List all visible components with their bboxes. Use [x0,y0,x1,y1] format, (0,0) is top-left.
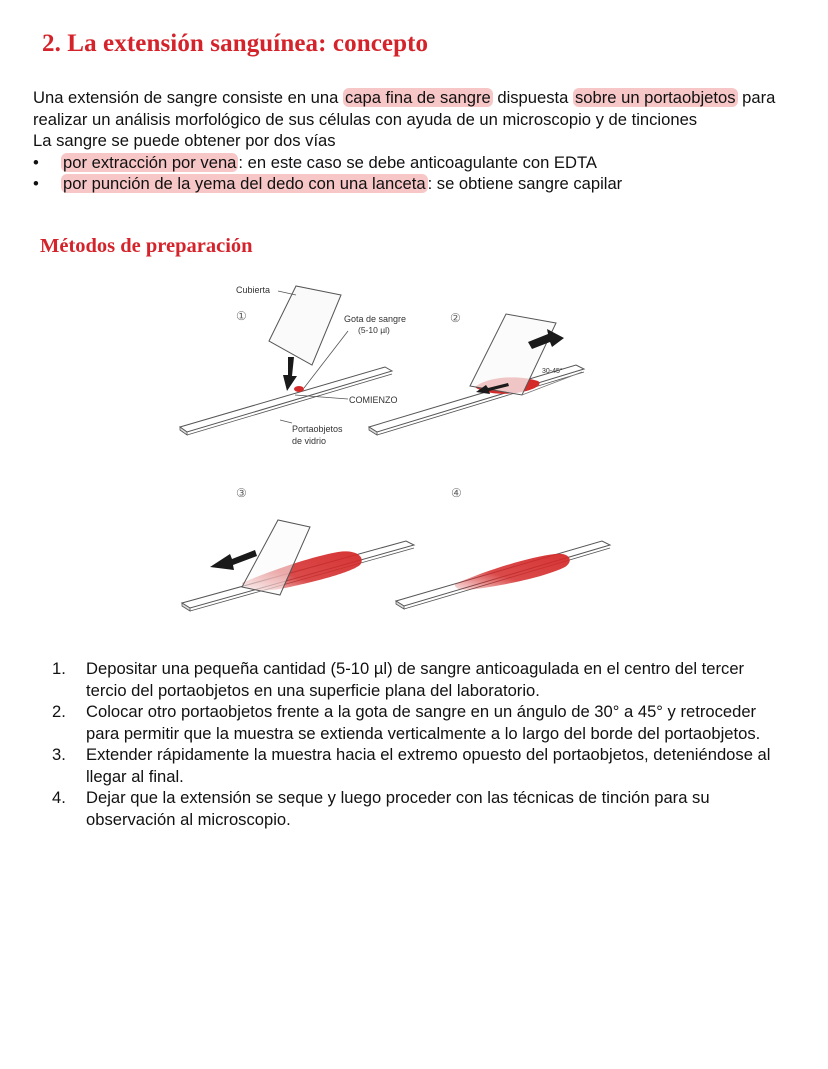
highlight-portaobjetos: sobre un portaobjetos [575,88,736,107]
step-number: 1. [52,659,66,678]
intro-text: Una extensión de sangre consiste en una [33,88,343,107]
label-cubierta: Cubierta [236,285,271,295]
step-number-3: ③ [236,486,247,500]
portaobjetos-leader [280,420,292,423]
bullet-text: : en este caso se debe anticoagulante con EDTA [238,152,597,172]
step-3-panel [182,486,414,611]
step-number: 3. [52,745,66,764]
step-number-1: ① [236,309,247,323]
bullet-highlight: por extracción por vena [63,152,237,172]
bullet-highlight: por punción de la yema del dedo con una lanceta [63,174,426,193]
spreader-slide [470,314,556,395]
preparation-steps [52,658,776,830]
step-item [52,658,776,701]
intro-text: dispuesta [492,88,573,107]
intro-text: para realizar un análisis morfológico de sus células con ayuda de un microscopio y de tinciones [33,88,776,129]
intro-line-2: La sangre se puede obtener por dos vías [33,131,336,150]
step-text: Dejar que la extensión se seque y luego proceder con las técnicas de tinción para su observación al microscopio. [86,788,710,829]
label-comienzo: COMIENZO [349,395,398,405]
blood-drop [294,386,304,392]
blood-smear [455,554,570,590]
down-arrow-icon [283,357,297,391]
label-angle: 30-45° [542,368,563,375]
step-number: 4. [52,788,66,807]
step-text: Colocar otro portaobjetos frente a la gota de sangre en un ángulo de 30° a 45° y retroceder para permitir que la muestra se extienda verticalmente a lo largo del borde del portaobjetos. [86,702,761,743]
label-de-vidrio: de vidrio [292,436,327,446]
bullet-list [33,152,803,195]
step-number-2: ② [450,311,461,325]
step-item [52,701,776,744]
label-gota-volumen: (5-10 µl) [358,325,390,335]
label-gota-sangre: Gota de sangre [344,314,407,324]
step-1-panel [180,285,406,446]
cover-slide [269,286,341,365]
bullet-text: : se obtiene sangre capilar [427,174,623,193]
smear-preparation-figure [170,275,620,625]
step-number-4: ④ [451,486,462,500]
step-number: 2. [52,702,66,721]
step-text: Extender rápidamente la muestra hacia el extremo opuesto del portaobjetos, deteniéndose al llegar al final. [86,745,771,786]
step-text: Depositar una pequeña cantidad (5-10 µl) de sangre anticoagulada en el centro del tercer tercio del portaobjetos en una superficie plana del laboratorio. [86,659,745,700]
page-title: 2. La extensión sanguínea: concepto [42,30,429,57]
step-2-panel [369,311,584,435]
step-item [52,744,776,787]
section-subtitle: Métodos de preparación [40,235,253,257]
left-arrow-icon [210,550,257,570]
intro-paragraph [33,87,803,130]
intro-section [33,87,803,195]
step-4-panel [396,486,610,609]
bullet-item [33,152,803,174]
bullet-item [33,173,803,195]
step-item [52,787,776,830]
label-portaobjetos: Portaobjetos [292,424,343,434]
highlight-capa-fina: capa fina de sangre [344,88,491,107]
